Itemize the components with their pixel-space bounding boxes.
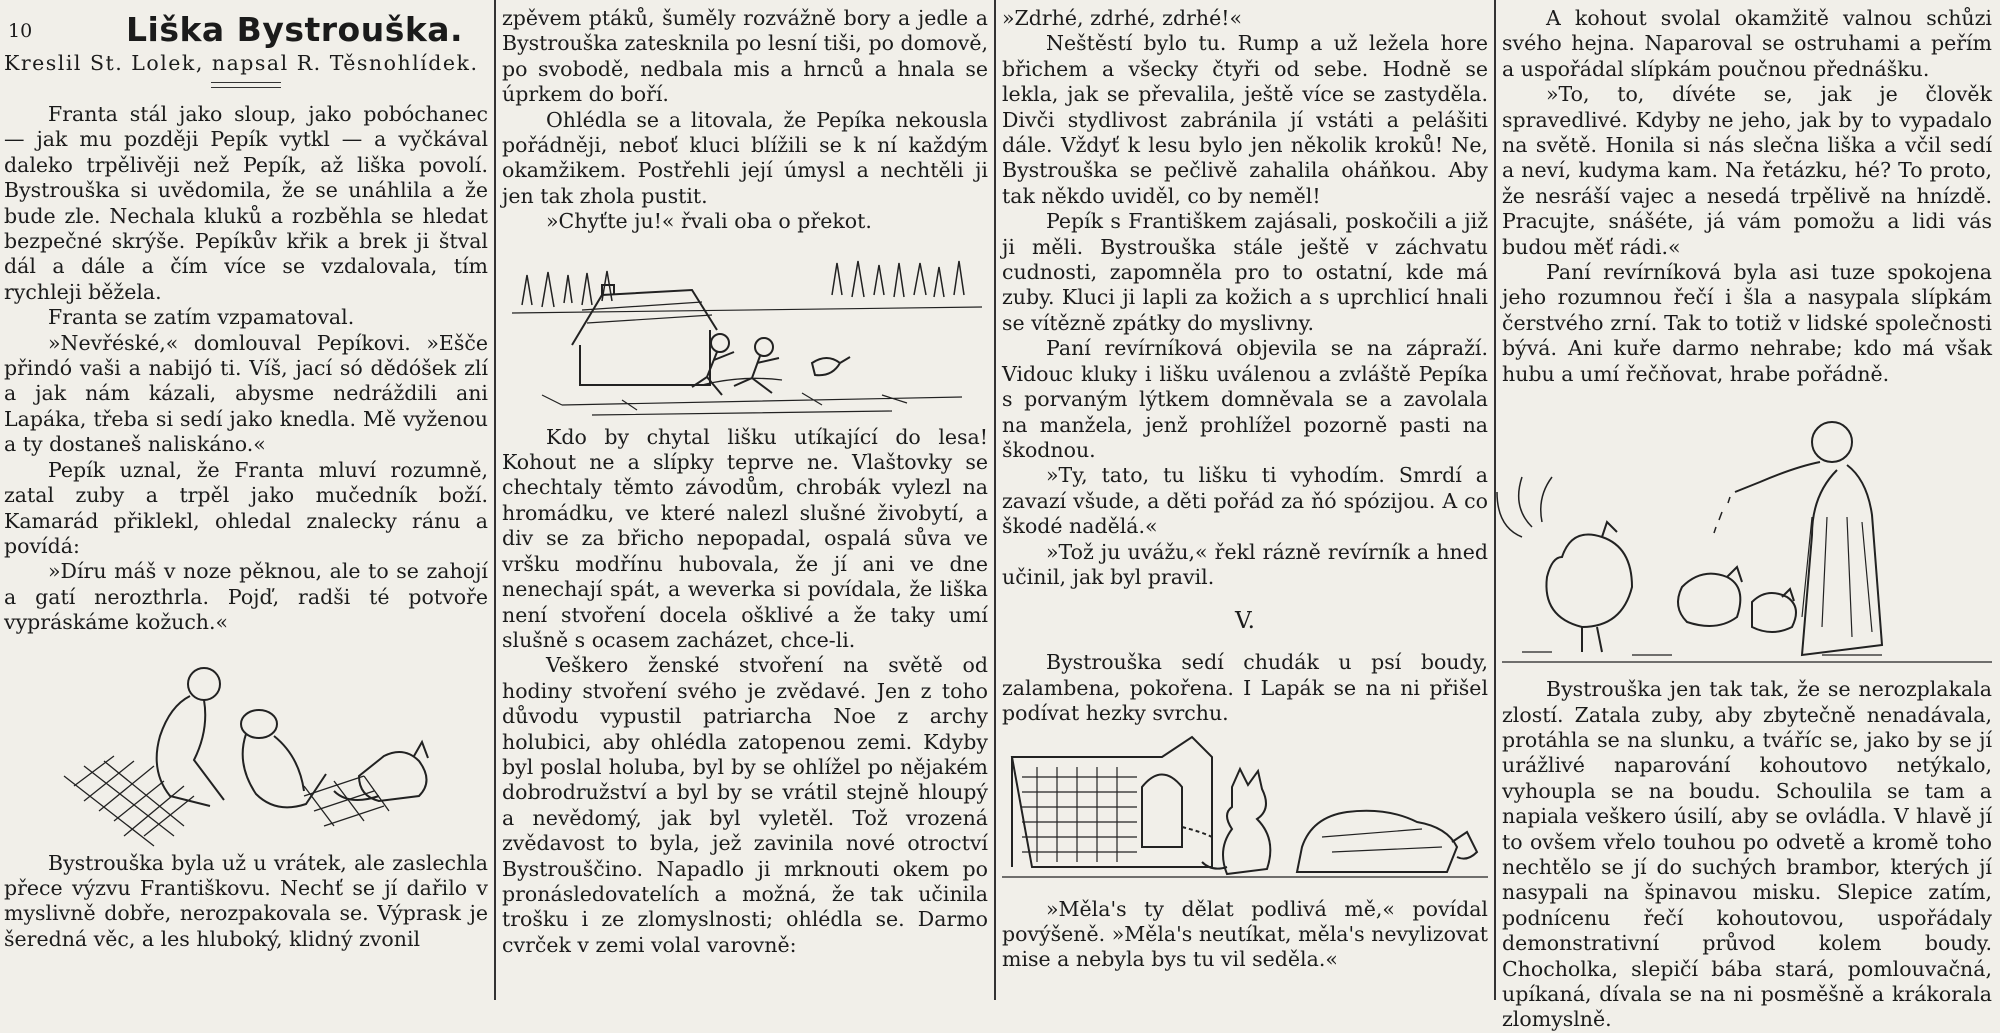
illustration-doghouse — [1002, 727, 1488, 897]
illustration-chase — [502, 235, 988, 425]
paragraph: Franta stál jako sloup, jako pobóchanec — jak mu později Pepík vytkl — a vyčkával daleko trpělivěji než Pepík, až liška povolí. Bystrouška si uvědomila, že se unáhlila a že bude zle. Nechala kluků a rozběhla se hledat bezpečné skrýše. Pepíkův křik a brek ji štval dál a dále a čím více se vzdalovala, tím rychleji běžela. — [4, 102, 488, 304]
paragraph: Neštěstí bylo tu. Rump a už ležela hore břichem a všecky čtyři od sebe. Hodně se lekla, jak se převalila, ještě více se zastyděla. Divči stydlivost zabránila jí vstáti a pelášiti dále. Vždyť k lesu bylo jen několik kroků! Ne, Bystrouška se pečlivě zahalila oháňkou. Aby tak někdo uviděl, co by neměl! — [1002, 31, 1488, 208]
paragraph: Paní revírníková byla asi tuze spokojena jeho rozumnou řečí i šla a nasypala slípkám čerstvého zrní. Tak to totiž v lidské společnosti bývá. Ani kuře darmo nehrabe; kdo má však hubu a umí řečňovat, hrabe pořádně. — [1502, 260, 1992, 386]
column-rule — [994, 0, 996, 1000]
header — [4, 6, 488, 50]
paragraph: »Tož ju uvážu,« řekl rázně revírník a hned učinil, jak byl pravil. — [1002, 539, 1488, 589]
paragraph: Paní revírníková objevila se na zápraží. Vidouc kluky i lišku uválenou a zvláště Pepíka s porvaným lýtkem domněvala se a zavolala na manžela, jenž prohlížel pozorně pasti na škodnou. — [1002, 336, 1488, 462]
paragraph: zpěvem ptáků, šuměly rozvážně bory a jedle a Bystrouška zatesknila po lesní tiši, po domově, po svobodě, nedbala mis a hrnců a hnala se úprkem do boří. — [502, 6, 988, 107]
paragraph: Veškero ženské stvoření na světě od hodiny stvoření svého je zvědavé. Jen z toho důvodu vypustil patriarcha Noe z archy holubici, aby ohlédla zatopenou zemi. Kdyby byl poslal holuba, byl by se ohlížel po nějakém dobrodružství a byl by se vrátil stejně hloupý a nevědomý, jak byl vyletěl. Tož vrozená zvědavost to byla, jež zavinila nové otroctví Bystrouščino. Napadlo ji mrknouti okem po pronásledovatelích a možná, že tak učinila trošku i ze zlomyslnosti; ohlédla se. Darmo cvrček v zemi volal varovně: — [502, 653, 988, 957]
illustration-boys-wound — [4, 636, 488, 851]
paragraph: »Nevřéské,« domlouval Pepíkovi. »Ešče přindó vaši a nabijó ti. Víš, jací só dědóšek zlí a jak nám kázali, abysme nedráždili ani Lapáka, třeba si sedí jako knedla. Mě vyženou a ty dostaneš naliskáno.« — [4, 330, 488, 457]
paragraph: Pepík uznal, že Franta mluví rozumně, zatal zuby a trpěl jako mučedník boží. Kamarád přiklekl, ohledal znalecky ránu a povídá: — [4, 457, 488, 558]
page-title: Liška Bystrouška. — [126, 10, 464, 49]
paragraph: A kohout svolal okamžitě valnou schůzi svého hejna. Naparoval se ostruhami a peřím a uspořádal slípkám poučnou přednášku. — [1502, 6, 1992, 81]
paragraph: »Ty, tato, tu lišku ti vyhodím. Smrdí a zavazí všude, a děti pořád za ňó spózijou. A co škodé nadělá.« — [1002, 463, 1488, 539]
column-rule — [494, 0, 496, 1000]
paragraph: Pepík s Františkem zajásali, poskočili a již ji měli. Bystrouška stále ještě v záchvatu cudnosti, zapomněla pro to ostatní, kde má zuby. Kluci ji lapli za kožich a s uprchlicí hnali se vítězně zpátky do myslivny. — [1002, 209, 1488, 335]
column-1 — [4, 0, 488, 1000]
paragraph: »Chyťte ju!« řvali oba o překot. — [546, 209, 872, 234]
section-heading: V. — [1235, 608, 1255, 635]
paragraph: Ohlédla se a litovala, že Pepíka nekousla pořádněji, neboť kluci blížili se k ní každým okamžikem. Postřehli její úmysl a nechtěli ji jen tak zhola pustit. — [502, 107, 988, 208]
paragraph: Bystrouška jen tak tak, že se nerozplakala zlostí. Zatala zuby, aby zbytečně nenadávala, protáhla se na slunku, a tváříc se, jako by se jí urážlivé naparování kohoutovo netýkalo, vyhoupla se na boudu. Schoulila se tam a napiala veškero úsilí, aby se ovládla. V hlavě jí to ovšem vřelo touhou po odvetě a kromě toho nechtělo se jí do suchých brambor, kterých jí nasypali na špinavou misku. Slepice zatím, podnícenu řečí kohoutovou, uspořádaly demonstrativní průvod kolem boudy. Chocholka, slepičí bába stará, pomlouvačná, upíkaná, dívala se na ni posměšně a krákorala zlomyslně. — [1502, 677, 1992, 1032]
paragraph: Bystrouška sedí chudák u psí boudy, zalambena, pokořena. I Lapák se na ni přišel podívat hezky svrchu. — [1002, 650, 1488, 726]
paragraph: »Zdrhé, zdrhé, zdrhé!« — [1002, 6, 1243, 30]
title-divider — [211, 82, 281, 88]
paragraph: »Díru máš v noze pěknou, ale to se zahojí a gatí nerozthrla. Pojď, radši té potvoře vypráskáme kožuch.« — [4, 559, 488, 635]
paragraph: Bystrouška byla už u vrátek, ale zaslechla přece výzvu Františkovu. Nechť se jí dařilo v myslivně dobře, nerozpakovala se. Výprask je šeredná věc, a les hluboký, klidný zvonil — [4, 850, 488, 951]
paragraph: Kdo by chytal lišku utíkající do lesa! Kohout ne a slípky teprve ne. Vlaštovky se chechtaly těmto závodům, chrobák vylezl na hromádku, ve které nalezl slušné živobytí, a div se za břicho nepopadal, ospalá sůva ve vršku modřínu hubovala, že jí ani ve dne nenechají spát, a weverka si povídala, že liška není stvoření docela ošklivé a že taky umí slušně s ocasem zacházet, chce-li. — [502, 424, 988, 652]
byline: Kreslil St. Lolek, napsal R. Těsnohlídek. — [4, 51, 479, 75]
column-4 — [1502, 0, 1992, 1032]
column-2 — [502, 0, 988, 1000]
illustration-hens-feeding — [1502, 387, 1992, 677]
paragraph: »To, to, dívéte se, jak je člověk spravedlivé. Kdyby ne jeho, jak by to vypadalo na světě. Honila si nás slečna liška a včil sedí a neví, kudyma kam. Na řetázku, hé? To proto, že nesráší vajec a nesedá trpělivě na hnízdě. Pracujte, snášéte, já vám pomožu a lidi vás budou měť rádi.« — [1502, 82, 1992, 259]
column-rule — [1494, 0, 1496, 1000]
paragraph: »Měla's ty dělat podlivá mě,« povídal povýšeně. »Měla's neutíkat, měla's nevylizovat mise a nebyla bys tu vil seděla.« — [1002, 896, 1488, 972]
paragraph: Franta se zatím vzpamatoval. — [48, 305, 355, 330]
page-number: 10 — [8, 20, 33, 42]
column-3 — [1002, 0, 1488, 1000]
